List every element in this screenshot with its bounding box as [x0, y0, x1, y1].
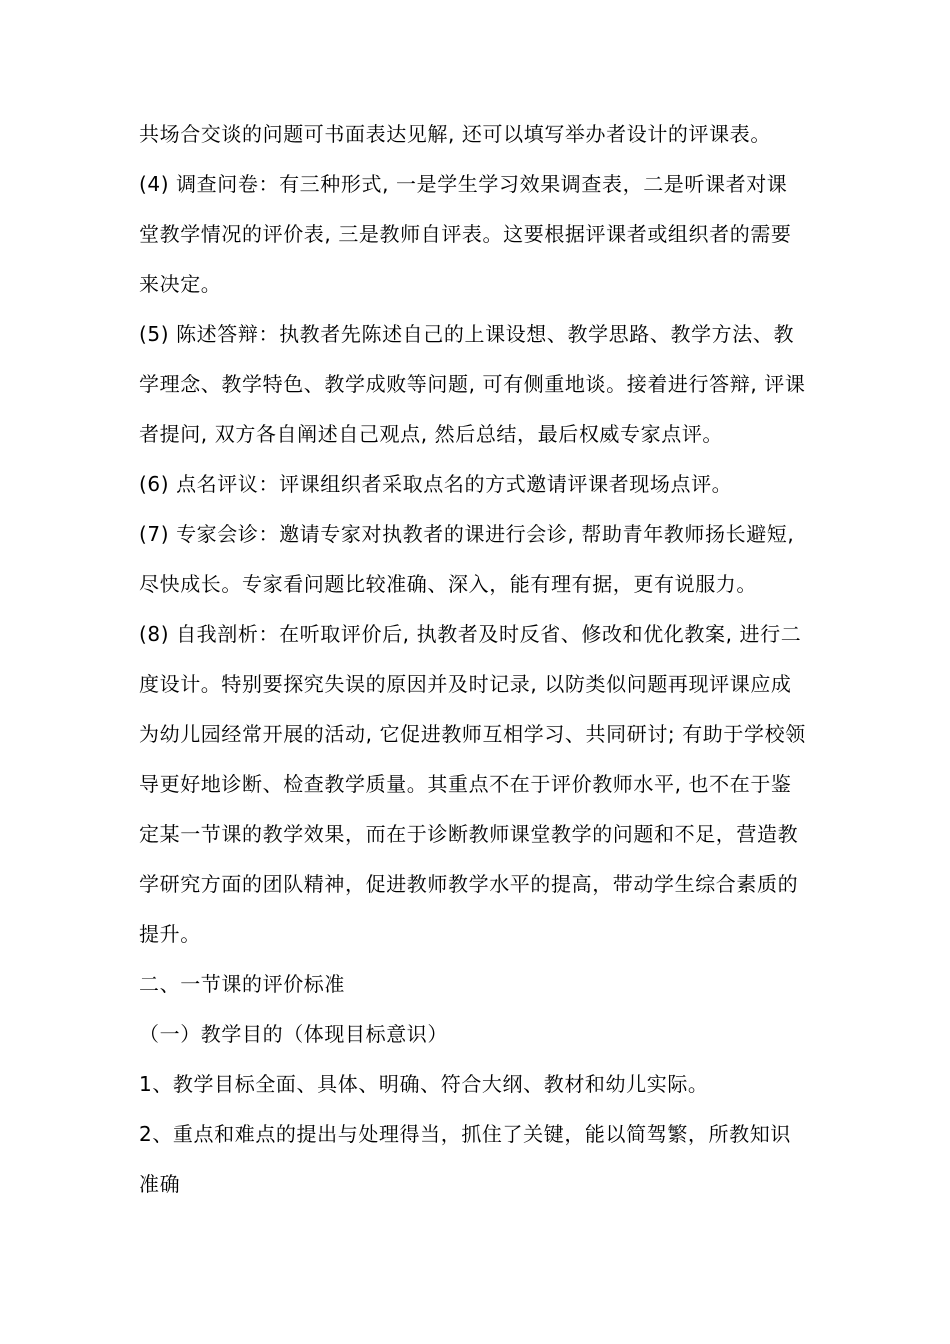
text-line: 定某一节课的教学效果，而在于诊断教师课堂教学的问题和不足，营造教	[139, 822, 799, 846]
subsection-heading: （一）教学目的（体现目标意识）	[139, 1022, 448, 1046]
text-line: (5) 陈述答辩：执教者先陈述自己的上课设想、教学思路、教学方法、教	[139, 322, 795, 346]
section-heading: 二、一节课的评价标准	[139, 972, 345, 996]
text-line: 学研究方面的团队精神，促进教师教学水平的提高，带动学生综合素质的	[139, 872, 799, 896]
text-line: (7) 专家会诊：邀请专家对执教者的课进行会诊, 帮助青年教师扬长避短,	[139, 522, 795, 546]
list-item: 2、重点和难点的提出与处理得当，抓住了关键，能以简驾繁，所教知识	[139, 1122, 791, 1146]
text-line: 者提问, 双方各自阐述自己观点, 然后总结，最后权威专家点评。	[139, 422, 724, 446]
text-line: 为幼儿园经常开展的活动, 它促进教师互相学习、共同研讨; 有助于学校领	[139, 722, 806, 746]
text-line: 共场合交谈的问题可书面表达见解, 还可以填写举办者设计的评课表。	[139, 122, 771, 146]
text-line: 导更好地诊断、检查教学质量。其重点不在于评价教师水平, 也不在于鉴	[139, 772, 792, 796]
text-line: 尽快成长。专家看问题比较准确、深入，能有理有据，更有说服力。	[139, 572, 757, 596]
text-line: 提升。	[139, 922, 201, 946]
text-line: (4) 调查问卷：有三种形式, 一是学生学习效果调查表，二是听课者对课	[139, 172, 788, 196]
text-line: 准确	[139, 1172, 181, 1196]
text-line: 来决定。	[139, 272, 222, 296]
text-line: 度设计。特别要探究失误的原因并及时记录, 以防类似问题再现评课应成	[139, 672, 792, 696]
text-line: (8) 自我剖析：在听取评价后, 执教者及时反省、修改和优化教案, 进行二	[139, 622, 802, 646]
text-line: 堂教学情况的评价表, 三是教师自评表。这要根据评课者或组织者的需要	[139, 222, 792, 246]
text-line: (6) 点名评议：评课组织者采取点名的方式邀请评课者现场点评。	[139, 472, 733, 496]
text-line: 学理念、教学特色、教学成败等问题, 可有侧重地谈。接着进行答辩, 评课	[139, 372, 806, 396]
list-item: 1、教学目标全面、具体、明确、符合大纲、教材和幼儿实际。	[139, 1072, 709, 1096]
